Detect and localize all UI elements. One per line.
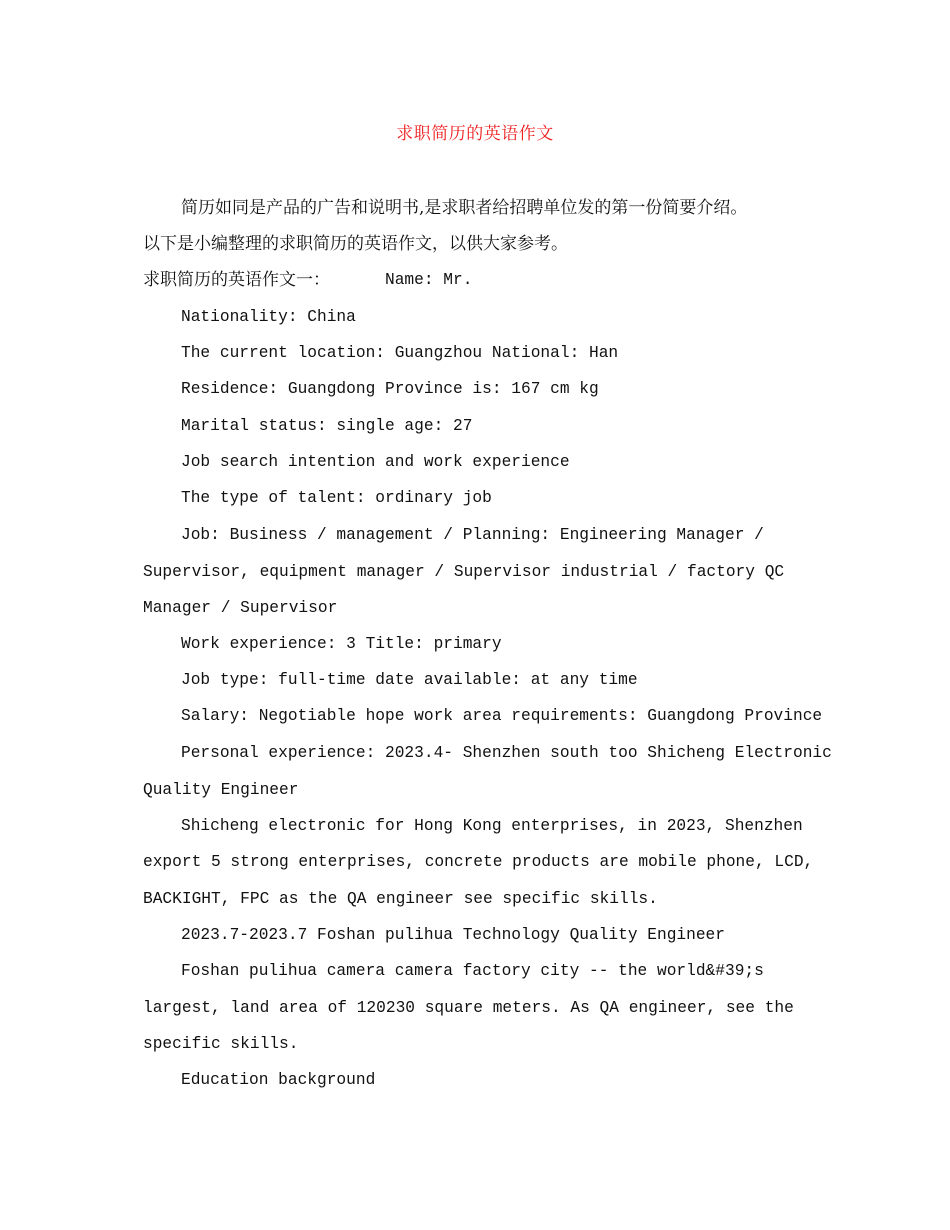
text-line: Foshan pulihua camera camera factory city -- the world&#39;s [181,962,764,980]
text-line: The type of talent: ordinary job [181,489,492,507]
section-label: 求职简历的英语作文一： [143,270,330,290]
text-line: Salary: Negotiable hope work area requirements: Guangdong Province [181,707,823,725]
name-field: Name: Mr. [385,271,473,289]
text-line: BACKIGHT, FPC as the QA engineer see specific skills. [143,890,658,908]
text-line: export 5 strong enterprises, concrete products are mobile phone, LCD, [143,853,814,871]
section-heading-education: Education background [181,1071,376,1089]
text-line: Job search intention and work experience [181,453,570,471]
text-line: The current location: Guangzhou National: Han [181,344,619,362]
text-line: 2023.7-2023.7 Foshan pulihua Technology Quality Engineer [181,926,725,944]
text-line: Quality Engineer [143,781,299,799]
text-line: Work experience: 3 Title: primary [181,635,502,653]
text-line: specific skills. [143,1035,299,1053]
text-line: largest, land area of 120230 square meters. As QA engineer, see the [143,999,794,1017]
intro-paragraph-line-1: 简历如同是产品的广告和说明书,是求职者给招聘单位发的第一份简要介绍。 [181,198,748,218]
intro-paragraph-line-2: 以下是小编整理的求职简历的英语作文，以供大家参考。 [143,234,568,254]
text-line: Marital status: single age: 27 [181,417,473,435]
text-line: Shicheng electronic for Hong Kong enterprises, in 2023, Shenzhen [181,817,803,835]
document-title: 求职简历的英语作文 [396,124,554,144]
text-line: Manager / Supervisor [143,599,338,617]
text-line: Supervisor, equipment manager / Supervisor industrial / factory QC [143,563,785,581]
text-line: Residence: Guangdong Province is: 167 cm kg [181,380,599,398]
text-line: Job type: full-time date available: at any time [181,671,638,689]
text-line: Personal experience: 2023.4- Shenzhen south too Shicheng Electronic [181,744,832,762]
text-line: Nationality: China [181,308,356,326]
text-line: Job: Business / management / Planning: Engineering Manager / [181,526,764,544]
